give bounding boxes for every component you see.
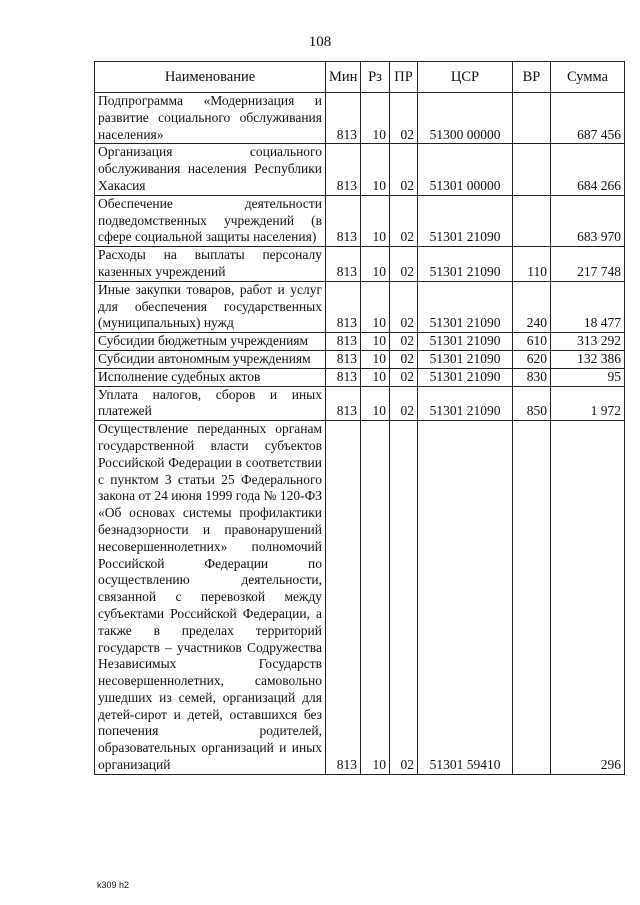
- cell-name: Организация социального обслуживания населения Республики Хакасия: [95, 144, 326, 195]
- cell-name: Субсидии автономным учреждениям: [95, 350, 326, 368]
- cell-pr: 02: [390, 93, 418, 144]
- cell-csr: 51301 00000: [418, 144, 513, 195]
- column-header-csr: ЦСР: [418, 62, 513, 93]
- column-header-pr: ПР: [390, 62, 418, 93]
- cell-min: 813: [326, 93, 361, 144]
- cell-rz: 10: [361, 368, 390, 386]
- cell-csr: 51301 21090: [418, 281, 513, 332]
- footer-code: k309 h2: [97, 880, 130, 890]
- column-header-min: Мин: [326, 62, 361, 93]
- cell-vr: [513, 144, 551, 195]
- cell-sum: 687 456: [551, 93, 625, 144]
- cell-csr: 51301 21090: [418, 195, 513, 246]
- cell-name: Обеспечение деятельности подведомственных учреждений (в сфере социальной защиты населения): [95, 195, 326, 246]
- cell-sum: 684 266: [551, 144, 625, 195]
- cell-vr: 620: [513, 350, 551, 368]
- cell-sum: 132 386: [551, 350, 625, 368]
- cell-csr: 51301 59410: [418, 421, 513, 775]
- cell-pr: 02: [390, 421, 418, 775]
- cell-pr: 02: [390, 144, 418, 195]
- cell-name: Исполнение судебных актов: [95, 368, 326, 386]
- cell-vr: 610: [513, 333, 551, 351]
- cell-rz: 10: [361, 386, 390, 421]
- cell-pr: 02: [390, 281, 418, 332]
- cell-sum: 95: [551, 368, 625, 386]
- cell-vr: [513, 195, 551, 246]
- cell-min: 813: [326, 195, 361, 246]
- cell-csr: 51301 21090: [418, 333, 513, 351]
- cell-sum: 313 292: [551, 333, 625, 351]
- cell-sum: 18 477: [551, 281, 625, 332]
- cell-min: 813: [326, 350, 361, 368]
- cell-csr: 51301 21090: [418, 350, 513, 368]
- cell-pr: 02: [390, 350, 418, 368]
- cell-rz: 10: [361, 421, 390, 775]
- column-header-rz: Рз: [361, 62, 390, 93]
- cell-csr: 51301 21090: [418, 368, 513, 386]
- table-row: [95, 386, 625, 421]
- cell-sum: 217 748: [551, 247, 625, 282]
- cell-rz: 10: [361, 333, 390, 351]
- cell-rz: 10: [361, 195, 390, 246]
- cell-vr: 830: [513, 368, 551, 386]
- cell-pr: 02: [390, 195, 418, 246]
- cell-name: Осуществление переданных органам государственной власти субъектов Российской Федерации в соответствии с пунктом 3 статьи 25 Федерального закона от 24 июня 1999 года № 120-ФЗ «Об основах системы профилактики безнадзорности и правонарушений несовершеннолетних» полномочий Российской Федерации по осуществлению деятельности, связанной с перевозкой между субъектами Российской Федерации, а также в пределах территорий государств – участников Содружества Независимых Государств несовершеннолетних, самовольно ушедших из семей, организаций для детей-сирот и детей, оставшихся без попечения родителей, образовательных организаций и иных организаций: [95, 421, 326, 775]
- budget-table: [94, 61, 625, 775]
- cell-name: Уплата налогов, сборов и иных платежей: [95, 386, 326, 421]
- cell-min: 813: [326, 333, 361, 351]
- cell-csr: 51300 00000: [418, 93, 513, 144]
- table-row: [95, 281, 625, 332]
- cell-sum: 296: [551, 421, 625, 775]
- cell-min: 813: [326, 281, 361, 332]
- cell-vr: [513, 93, 551, 144]
- cell-name: Субсидии бюджетным учреждениям: [95, 333, 326, 351]
- column-header-sum: Сумма: [551, 62, 625, 93]
- column-header-vr: ВР: [513, 62, 551, 93]
- cell-csr: 51301 21090: [418, 247, 513, 282]
- cell-csr: 51301 21090: [418, 386, 513, 421]
- cell-vr: 240: [513, 281, 551, 332]
- cell-pr: 02: [390, 368, 418, 386]
- table-row: [95, 421, 625, 775]
- cell-sum: 1 972: [551, 386, 625, 421]
- table-row: [95, 195, 625, 246]
- column-header-name: Наименование: [95, 62, 326, 93]
- cell-pr: 02: [390, 333, 418, 351]
- table-row: [95, 144, 625, 195]
- cell-rz: 10: [361, 144, 390, 195]
- table-row: [95, 333, 625, 351]
- cell-min: 813: [326, 247, 361, 282]
- cell-pr: 02: [390, 386, 418, 421]
- cell-rz: 10: [361, 350, 390, 368]
- cell-rz: 10: [361, 281, 390, 332]
- cell-min: 813: [326, 386, 361, 421]
- page-number: 108: [308, 34, 332, 50]
- cell-sum: 683 970: [551, 195, 625, 246]
- table-row: [95, 350, 625, 368]
- table-body: [95, 93, 625, 775]
- cell-min: 813: [326, 421, 361, 775]
- cell-name: Подпрограмма «Модернизация и развитие социального обслуживания населения»: [95, 93, 326, 144]
- cell-name: Расходы на выплаты персоналу казенных учреждений: [95, 247, 326, 282]
- table-header-row: [95, 62, 625, 93]
- cell-vr: [513, 421, 551, 775]
- table-row: [95, 247, 625, 282]
- cell-min: 813: [326, 368, 361, 386]
- table-row: [95, 368, 625, 386]
- cell-vr: 850: [513, 386, 551, 421]
- cell-vr: 110: [513, 247, 551, 282]
- cell-rz: 10: [361, 247, 390, 282]
- cell-rz: 10: [361, 93, 390, 144]
- cell-min: 813: [326, 144, 361, 195]
- cell-pr: 02: [390, 247, 418, 282]
- table-row: [95, 93, 625, 144]
- cell-name: Иные закупки товаров, работ и услуг для обеспечения государственных (муниципальных) нужд: [95, 281, 326, 332]
